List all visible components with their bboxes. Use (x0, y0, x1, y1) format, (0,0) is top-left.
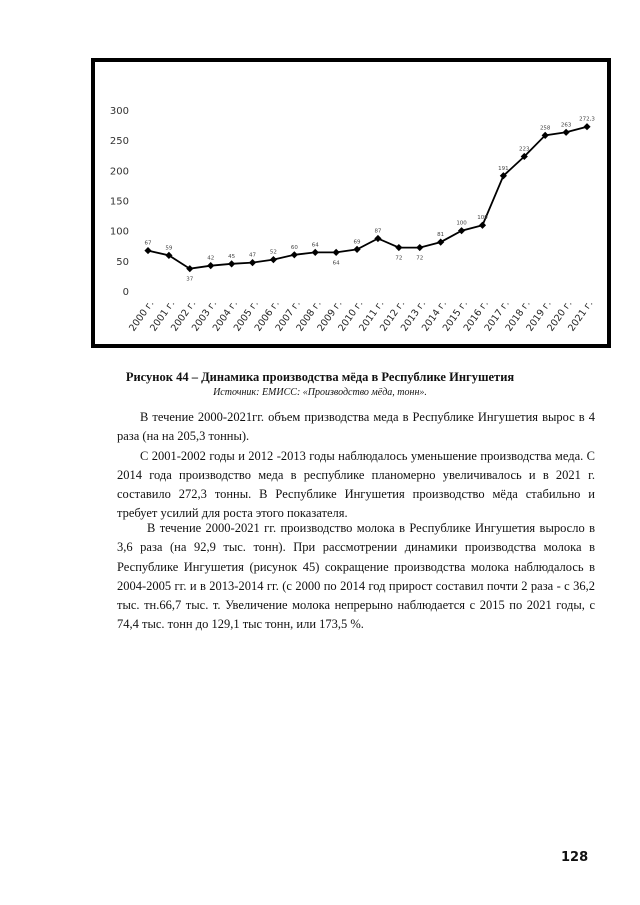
data-point (437, 239, 444, 246)
data-point (353, 246, 360, 253)
data-label: 64 (311, 242, 319, 249)
x-tick-label: 2014 г. (419, 298, 450, 334)
data-label: 67 (144, 240, 152, 247)
x-tick-label: 2003 г. (189, 298, 220, 334)
data-label: 60 (290, 244, 298, 251)
x-tick-label: 2005 г. (231, 298, 261, 334)
x-tick-label: 2013 г. (399, 298, 429, 334)
y-tick-label: 100 (109, 226, 129, 238)
data-label: 263 (560, 122, 572, 129)
paragraph: С 2001-2002 годы и 2012 -2013 годы наблюдалось уменьшение производства меда. С 2014 года производство меда в республике планомерно увеличивалось и в 2021 г. составило 272,3 тонны. В Республике Ингушетия производство мёда стабильно и требует усилий для роста этого показателя. (117, 448, 595, 521)
x-tick-label: 2017 г. (482, 298, 512, 334)
data-point (249, 259, 256, 266)
data-point (270, 256, 277, 263)
x-tick-label: 2000 г. (127, 298, 157, 334)
data-point (291, 251, 298, 258)
x-tick-label: 2007 г. (273, 298, 303, 334)
data-label: 109 (477, 215, 488, 222)
x-tick-label: 2008 г. (294, 298, 324, 334)
data-label: 45 (228, 253, 236, 260)
data-label: 272,3 (579, 116, 595, 123)
x-tick-label: 2021 г. (566, 298, 596, 334)
x-tick-label: 2002 г. (169, 298, 199, 334)
x-tick-label: 2009 г. (315, 298, 345, 334)
honey-production-chart (95, 62, 607, 344)
data-point (312, 249, 319, 256)
data-point (144, 247, 151, 254)
x-tick-label: 2011 г. (357, 298, 387, 334)
x-tick-label: 2012 г. (378, 298, 408, 334)
data-label: 258 (539, 125, 551, 132)
data-point (333, 249, 340, 256)
x-tick-label: 2015 г. (440, 298, 471, 334)
data-label: 47 (249, 252, 257, 259)
data-label: 64 (332, 260, 340, 267)
data-point (395, 244, 402, 251)
x-tick-label: 2016 г. (461, 298, 491, 334)
y-tick-label: 0 (122, 287, 129, 298)
y-tick-label: 50 (116, 256, 129, 268)
x-tick-label: 2001 г. (148, 298, 178, 334)
data-point (562, 129, 569, 136)
figure-source: Источник: ЕМИСС: «Производство мёда, тонн». (213, 387, 427, 398)
body-text-1 (117, 408, 595, 524)
y-tick-label: 200 (109, 166, 129, 178)
data-label: 81 (437, 232, 445, 239)
data-point (583, 123, 590, 130)
x-tick-label: 2010 г. (336, 298, 366, 334)
data-label: 100 (456, 220, 467, 227)
data-label: 59 (165, 245, 173, 252)
chart-frame (91, 58, 611, 348)
data-label: 72 (395, 255, 403, 262)
paragraph: В течение 2000-2021гг. объем призводства меда в Республике Ингушетия вырос в 4 раза (на на 205,3 тонны). (117, 410, 595, 444)
data-label: 69 (353, 239, 361, 246)
data-point (458, 227, 465, 234)
paragraph: В течение 2000-2021 гг. производство молока в Республике Ингушетия выросло в 3,6 раза (на 92,9 тыс. тонн). При рассмотрении динамики производства молока в Республике Ингушетия (рисунок 45) сокращение производства молока наблюдалось в 2004-2005 гг. и в 2013-2014 гг. (с 2000 по 2014 год прирост составил почти 2 раза - с 36,2 тыс. тн.66,7 тыс. т. Увеличение молока непрерыно наблюдается с 2015 по 2021 годы, с 74,4 тыс. тонн до 129,1 тыс тонн, или 173,5 %. (117, 521, 595, 632)
data-label: 42 (207, 255, 215, 262)
data-point (479, 222, 486, 229)
data-point (416, 244, 423, 251)
figure-caption: Рисунок 44 – Динамика производства мёда в Республике Ингушетия (125, 370, 515, 384)
x-tick-label: 2020 г. (545, 298, 575, 334)
data-point (207, 262, 214, 269)
data-label: 87 (374, 228, 382, 235)
x-tick-label: 2018 г. (503, 298, 533, 334)
data-label: 72 (416, 255, 424, 262)
page-number: 128 (561, 850, 589, 865)
data-label: 52 (269, 249, 277, 256)
x-tick-label: 2006 г. (252, 298, 282, 334)
x-tick-label: 2019 г. (524, 298, 554, 334)
data-point (228, 260, 235, 267)
y-tick-label: 300 (109, 106, 129, 117)
body-text-2 (117, 519, 595, 635)
y-tick-label: 150 (109, 196, 129, 208)
data-label: 37 (186, 276, 194, 283)
data-label: 191 (498, 165, 509, 172)
data-label: 223 (519, 146, 530, 153)
x-tick-label: 2004 г. (210, 298, 241, 334)
data-point (374, 235, 381, 242)
y-tick-label: 250 (109, 136, 129, 148)
